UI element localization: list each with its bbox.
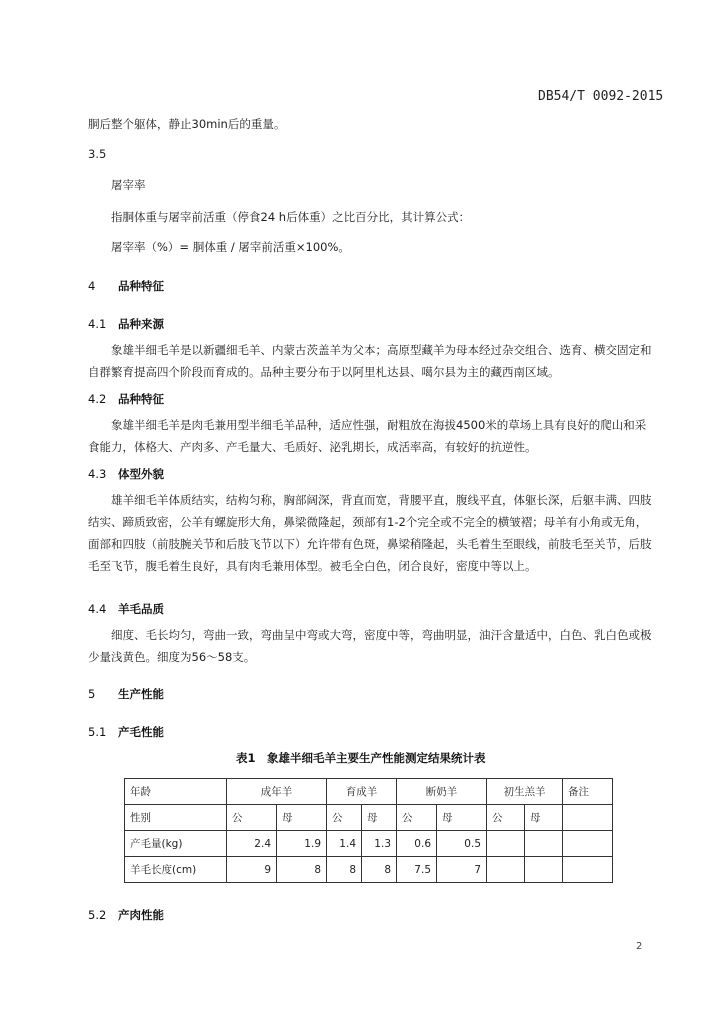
- value-cell: 7.5: [397, 857, 437, 883]
- section-number: 4.1: [88, 317, 107, 331]
- table-header-row: [125, 779, 613, 805]
- table-sex-row: [125, 805, 613, 831]
- sex-cell: 母: [437, 805, 487, 831]
- value-cell: 0.5: [437, 831, 487, 857]
- paragraph-4-1: 象雄半细毛羊是以新疆细毛羊、内蒙古茨盖羊为父本；高原型藏羊为母本经过杂交组合、选育、横交固定和自群繁育提高四个阶段而育成的。品种主要分布于以阿里札达县、噶尔县为主的藏西南区域。: [88, 343, 652, 379]
- section-heading-5: [88, 686, 164, 702]
- sex-cell: 公: [227, 805, 277, 831]
- table-row-wool-yield: [125, 831, 613, 857]
- section-heading-4-3: [88, 466, 164, 482]
- sex-label-cell: 性别: [125, 805, 227, 831]
- section-number: 4.3: [88, 467, 107, 481]
- sex-cell: 母: [277, 805, 327, 831]
- note-cell: [563, 857, 613, 883]
- table-row-wool-length: [125, 857, 613, 883]
- paragraph-4-2: 象雄半细毛羊是肉毛兼用型半细毛羊品种，适应性强，耐粗放在海拔4500米的草场上具有良好的爬山和采食能力，体格大、产肉多、产毛量大、毛质好、泌乳期长，成活率高，有较好的抗逆性。: [88, 418, 647, 454]
- section-heading-4-1: [88, 316, 164, 332]
- production-stats-table: [124, 778, 613, 883]
- section-number: 4: [88, 279, 96, 293]
- header-cell-notes: 备注: [563, 779, 613, 805]
- section-title: 品种特征: [118, 392, 164, 406]
- section-heading-4: [88, 278, 164, 294]
- section-title: 生产性能: [118, 687, 164, 701]
- section-heading-4-4: [88, 601, 164, 617]
- header-cell-weaned: 断奶羊: [397, 779, 487, 805]
- paragraph-4-4: 细度、毛长均匀，弯曲一致，弯曲呈中弯或大弯，密度中等，弯曲明显，油汗含量适中，白色、乳白色或极少量浅黄色。细度为56～58支。: [88, 628, 652, 664]
- section-title: 品种特征: [118, 279, 164, 293]
- value-cell: 1.4: [327, 831, 362, 857]
- page-number: 2: [636, 941, 643, 952]
- value-cell: 1.9: [277, 831, 327, 857]
- term-definition: 指胴体重与屠宰前活重（停食24 h后体重）之比百分比，其计算公式：: [111, 210, 471, 224]
- term-title: 屠宰率: [111, 178, 146, 192]
- section-number: 5.1: [88, 725, 107, 739]
- value-cell: 0.6: [397, 831, 437, 857]
- value-cell: [487, 831, 525, 857]
- table-caption: 表1 象雄半细毛羊主要生产性能测定结果统计表: [236, 751, 486, 765]
- section-title: 羊毛品质: [118, 602, 164, 616]
- row-label-cell: 羊毛长度(cm): [125, 857, 227, 883]
- header-cell-age: 年龄: [125, 779, 227, 805]
- section-number: 5: [88, 687, 96, 701]
- value-cell: 7: [437, 857, 487, 883]
- value-cell: 8: [362, 857, 397, 883]
- section-heading-4-2: [88, 391, 164, 407]
- section-heading-5-2: [88, 907, 164, 923]
- sex-cell: 公: [487, 805, 525, 831]
- section-title: 产肉性能: [118, 908, 164, 922]
- sex-cell: 公: [397, 805, 437, 831]
- paragraph-4-3: 雄羊细毛羊体质结实，结构匀称，胸部阔深，背直而宽，背腰平直，腹线平直，体躯长深，后躯丰满、四肢结实、蹄质致密，公羊有螺旋形大角，鼻梁微隆起，颈部有1-2个完全或不完全的横皱褶；母羊有小角或无角，面部和四肢（前肢腕关节和后肢飞节以下）允许带有色斑，鼻梁稍隆起，头毛着生至眼线，前肢毛至关节，后肢毛至飞节，腹毛着生良好，具有肉毛兼用体型。被毛全白色，闭合良好，密度中等以上。: [88, 493, 652, 573]
- section-number: 4.2: [88, 392, 107, 406]
- value-cell: 8: [277, 857, 327, 883]
- section-title: 产毛性能: [118, 725, 164, 739]
- sex-cell: 母: [525, 805, 563, 831]
- row-label-cell: 产毛量(kg): [125, 831, 227, 857]
- sex-cell: [563, 805, 613, 831]
- note-cell: [563, 831, 613, 857]
- value-cell: [525, 857, 563, 883]
- value-cell: [525, 831, 563, 857]
- value-cell: 1.3: [362, 831, 397, 857]
- value-cell: 8: [327, 857, 362, 883]
- header-cell-adult: 成年羊: [227, 779, 327, 805]
- document-code: DB54/T 0092-2015: [538, 89, 664, 104]
- section-title: 品种来源: [118, 317, 164, 331]
- carry-over-text: 胴后整个躯体，静止30min后的重量。: [88, 117, 286, 131]
- sex-cell: 母: [362, 805, 397, 831]
- value-cell: 9: [227, 857, 277, 883]
- section-number-3-5: 3.5: [88, 147, 107, 161]
- section-number: 4.4: [88, 602, 107, 616]
- section-number: 5.2: [88, 908, 107, 922]
- section-heading-5-1: [88, 724, 164, 740]
- header-cell-young: 育成羊: [327, 779, 397, 805]
- sex-cell: 公: [327, 805, 362, 831]
- section-title: 体型外貌: [118, 467, 164, 481]
- value-cell: [487, 857, 525, 883]
- value-cell: 2.4: [227, 831, 277, 857]
- header-cell-newborn: 初生羔羊: [487, 779, 563, 805]
- formula: 屠宰率（%）= 胴体重 / 屠宰前活重×100%。: [111, 240, 350, 254]
